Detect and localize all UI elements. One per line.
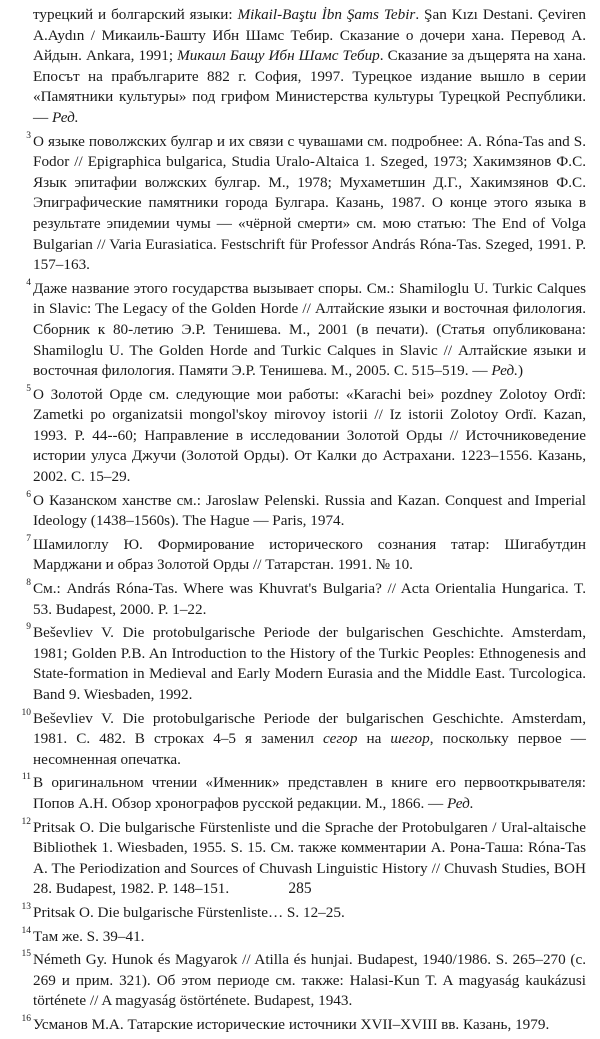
footnote-number: 7	[26, 533, 31, 544]
footnote	[21, 925, 586, 948]
footnote-number: 15	[21, 949, 31, 960]
footnote-number: 6	[26, 489, 31, 500]
footnote-number: 5	[26, 383, 31, 394]
footnote-italic-text: Ред.	[447, 794, 474, 812]
footnote	[21, 772, 586, 814]
footnote	[26, 277, 586, 382]
footnote-number: 16	[21, 1013, 31, 1024]
footnote-number: 9	[26, 622, 31, 633]
footnote-text: О Золотой Орде см. следующие мои работы: «Karachi bei» pozdney Zolotoy Ordï: Zametki po organizatsii mongol'skoy mirovoy istorii // Iz istorii Zolotoy Ordï. Kazan, 1993. P. 44--60; Направление в исследовании Золотой Орды // Источниковедение истории улуса Джучи (Золотой Орды). От Калки до Астрахани. 1223–1556. Казань, 2002. С. 15–29.	[33, 385, 586, 486]
footnote-text: Beševliev V. Die protobulgarische Periode der bulgarischen Geschichte. Amsterdam, 1981; Golden P.B. An Introduction to the History of the Turkic Peoples: Ethnogenesis and State-formation in Medieval and Early Modern Eurasia and the Middle East. Turcologica. Band 9. Wiesbaden, 1992.	[33, 624, 586, 703]
footnote-italic-text: Ред.	[491, 362, 518, 380]
footnote-text: Там же. S. 39–41.	[33, 927, 145, 945]
footnote	[21, 901, 586, 924]
footnote	[21, 1013, 586, 1036]
footnote-text: Pritsak O. Die bulgarische Fürstenliste und die Sprache der Protobulgaren / Ural-altaische Bibliothek 1. Wiesbaden, 1955. S. 15. См. также комментарии А. Рона-Таша: Róna-Tas A. The Periodization and Sources of Chuvash Linguistic History // Chuvash Studies, BOH 28. Budapest, 1982. P. 148–151.	[33, 818, 586, 898]
footnote	[21, 949, 586, 1012]
footnote	[26, 383, 586, 488]
footnote	[21, 707, 586, 771]
footnote	[33, 5, 586, 129]
footnote-text: Даже название этого государства вызывает споры. См.: Shamiloglu U. Turkic Calques in Slavic: The Legacy of the Golden Horde // Алтайские языки и восточная филология. Сборник к 80-летию Э.Р. Тенишева. М., 2001 (в печати). (Статья опубликована: Shamiloglu U. The Golden Horde and Turkic Calques in Slavic // Алтайские языки и восточная филология. Памяти Э.Р. Тенишева. М., 2005. С. 515–519. —	[33, 279, 586, 380]
footnote-text: . Şan Kızı Destani. Çeviren A.Aydın / Микаиль-Башту Ибн Шамс Тебир. Сказание о дочери хана. Перевод А. Айдын. Ankara, 1991;	[33, 6, 586, 65]
footnote-text: Németh Gy. Hunok és Magyarok // Atilla és hunjai. Budapest, 1940/1986. S. 265–270 (с. 269 и прим. 321). Об этом периоде см. также: Halasi-Kun T. A magyaság kaukázusi története // A magyaság östörténete. Budapest, 1943.	[33, 951, 586, 1010]
page-number: 285	[288, 880, 312, 897]
footnote-number: 12	[21, 816, 31, 827]
footnote-number: 8	[26, 578, 31, 589]
footnote-text: Pritsak O. Die bulgarische Fürstenliste… S. 12–25.	[33, 903, 345, 921]
footnote-text: , поскольку первое — несомненная опечатка.	[33, 730, 586, 768]
footnote	[26, 130, 586, 276]
footnote-text: См.: András Róna-Tas. Where was Khuvrat's Bulgaria? // Acta Orientalia Hungarica. T. 53. Budapest, 2000. P. 1–22.	[33, 580, 586, 618]
footnote-number: 11	[21, 772, 31, 783]
footnote-italic-text: Ред.	[51, 108, 79, 126]
footnote-italic-text: сегор	[323, 730, 358, 748]
footnote	[26, 622, 586, 705]
footnote-text: О языке поволжских булгар и их связи с чувашами см. подробнее: A. Róna-Tas and S. Fodor // Epigraphica bulgarica, Studia Uralo-Altaica 1. Szeged, 1973; Хакимзянов Ф.С. Язык эпитафии волжских булгар. М., 1978; Мухаметшин Д.Г., Хакимзянов Ф.С. Эпиграфические памятники города Булгара. Казань, 1987. О конце этого языка в результате эпидемии чумы — «чёрной смерти» см. мою статью: The End of Volga Bulgarian // Varia Eurasiatica. Festschrift für Professor András Róna-Tas. Szeged, 1991. P. 157–163.	[33, 132, 586, 274]
footnote-text: Усманов М.А. Татарские исторические источники XVII–XVIII вв. Казань, 1979.	[33, 1015, 550, 1033]
footnote-text: на	[357, 730, 391, 748]
footnote-number: 14	[21, 925, 31, 936]
footnote-text: В оригинальном чтении «Именник» представлен в книге его первооткрывателя: Попов А.Н. Обзор хронографов русской редакции. М., 1866. —	[33, 774, 586, 812]
footnote	[26, 578, 586, 620]
footnote-italic-text: Mikail-Baştu İbn Şams Tebir	[237, 6, 416, 23]
footnote-text: . Сказание за дъщерята на хана. Епосът на прабългарите 882 г. София, 1997. Турецкое издание вышло в серии «Памятники культуры» под грифом Министерства культуры Турецкой Республики. —	[33, 47, 586, 126]
footnote-number: 4	[26, 277, 31, 288]
footnote-text: Шамилоглу Ю. Формирование исторического сознания татар: Шигабутдин Марджани и образ Золотой Орды // Татарстан. 1991. № 10.	[33, 535, 586, 574]
footnote	[26, 489, 586, 532]
footnote-italic-text: Микаил Бащу Ибн Шамс Тебир	[177, 47, 380, 65]
footnote-text: турецкий и болгарский языки:	[33, 6, 238, 23]
footnote-text: Beševliev V. Die protobulgarische Periode der bulgarischen Geschichte. Amsterdam, 1981. С. 482. В строках 4–5 я заменил	[33, 709, 586, 748]
footnote-text: О Казанском ханстве см.: Jaroslaw Pelenski. Russia and Kazan. Conquest and Imperial Ideology (1438–1560s). The Hague — Paris, 1974.	[33, 491, 586, 530]
footnote-text: )	[517, 362, 523, 380]
footnote-number: 13	[21, 901, 31, 912]
footnote-number: 3	[26, 130, 31, 141]
footnote	[26, 533, 586, 576]
footnote-number: 10	[21, 707, 31, 718]
footnote-italic-text: шегор	[390, 730, 430, 748]
